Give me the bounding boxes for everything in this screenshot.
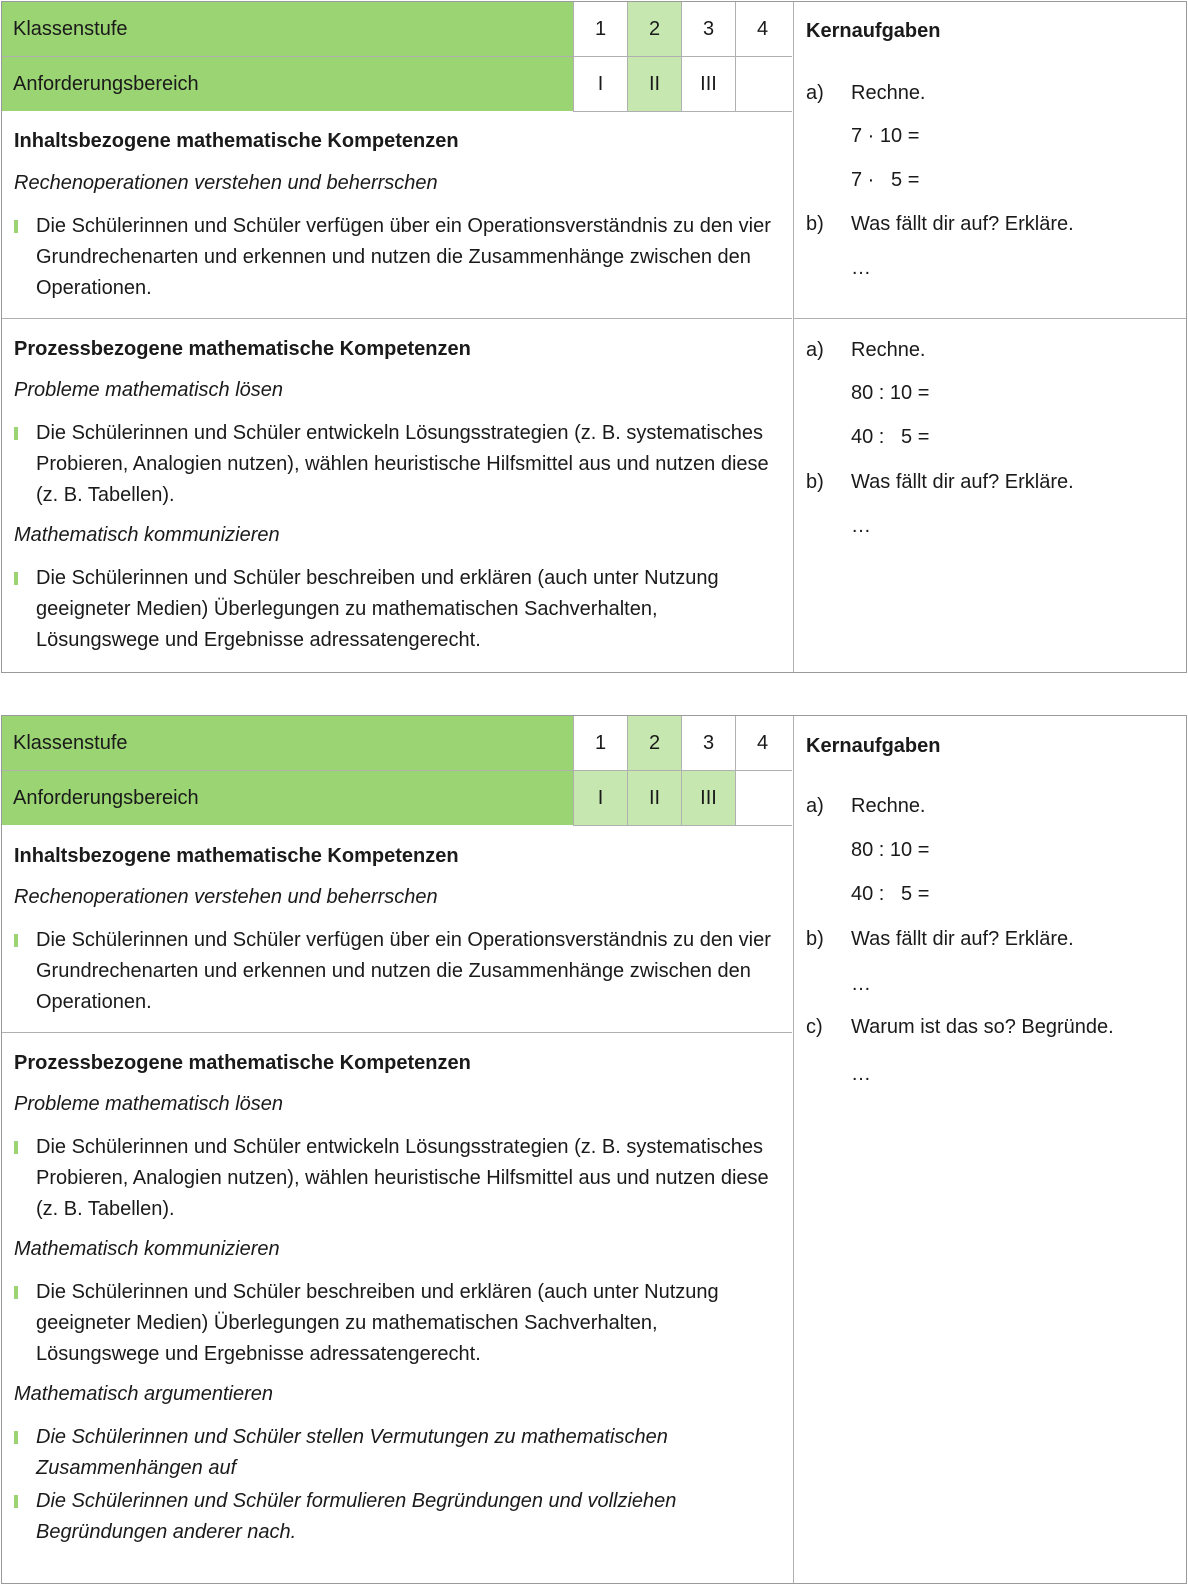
- anforderungsbereich-row: [2, 57, 792, 111]
- level-cell-empty: [735, 771, 789, 825]
- kernaufgaben-column: Kernaufgaben a) Rechne. 7 · 10 = 7 · 5 = b) Was fällt dir auf? Erkläre. … a) Rechne. 80 : 10 = 40 : 5 = b) Was fällt dir auf? Erkläre. …: [793, 2, 1186, 672]
- grade-cell-4: 4: [735, 716, 789, 770]
- prozess-title: Prozessbezogene mathematische Kompetenzen: [14, 338, 471, 360]
- task-divider: [794, 318, 1186, 319]
- inhalt-bullet: Die Schülerinnen und Schüler verfügen über ein Operationsverständnis zu den vier Grundrechenarten und erkennen und nutzen die Zusammenhänge zwischen den Operationen.: [14, 925, 780, 1018]
- bullet-marker: [14, 220, 18, 233]
- kommunizieren-subtitle: Mathematisch kommunizieren: [14, 1238, 280, 1260]
- level-cell-2: II: [627, 57, 681, 111]
- competence-card-1: [1, 1, 1187, 673]
- probleme-bullet: Die Schülerinnen und Schüler entwickeln Lösungsstrategien (z. B. systematisches Probieren, Analogien nutzen), wählen heuristische Hilfsmittel aus und nutzen diese (z. B. Tabellen).: [14, 418, 780, 511]
- probleme-bullet: Die Schülerinnen und Schüler entwickeln Lösungsstrategien (z. B. systematisches Probieren, Analogien nutzen), wählen heuristische Hilfsmittel aus und nutzen diese (z. B. Tabellen).: [14, 1132, 780, 1225]
- grade-cell-1: 1: [573, 716, 627, 770]
- kommunizieren-bullet: Die Schülerinnen und Schüler beschreiben und erklären (auch unter Nutzung geeigneter Medien) Überlegungen zu mathematischen Sachverhalten, Lösungswege und Ergebnisse adressatengerecht.: [14, 563, 780, 656]
- klassenstufe-row: [2, 2, 792, 56]
- prozess-title: Prozessbezogene mathematische Kompetenzen: [14, 1052, 471, 1074]
- bullet-marker: [14, 427, 18, 440]
- bullet-marker: [14, 1495, 18, 1508]
- prozess-section: [2, 335, 792, 656]
- competence-card-2: [1, 715, 1187, 1584]
- kommunizieren-bullet: Die Schülerinnen und Schüler beschreiben und erklären (auch unter Nutzung geeigneter Medien) Überlegungen zu mathematischen Sachverhalten, Lösungswege und Ergebnisse adressatengerecht.: [14, 1277, 780, 1370]
- argumentieren-bullet-1: Die Schülerinnen und Schüler stellen Vermutungen zu mathematischen Zusammenhängen auf: [14, 1422, 780, 1484]
- anforderungsbereich-row: [2, 771, 792, 825]
- klassenstufe-label: Klassenstufe: [2, 716, 573, 770]
- klassenstufe-row: [2, 716, 792, 770]
- level-cell-1: I: [573, 57, 627, 111]
- kernaufgaben-title: Kernaufgaben: [806, 20, 941, 42]
- section-divider: [2, 1032, 792, 1033]
- bullet-marker: [14, 1431, 18, 1444]
- kernaufgaben-column: Kernaufgaben a) Rechne. 80 : 10 = 40 : 5 = b) Was fällt dir auf? Erkläre. … c) Warum ist das so? Begründe. …: [793, 716, 1186, 1583]
- header-bottom-line: [573, 111, 792, 112]
- inhalt-section: [2, 127, 792, 304]
- probleme-subtitle: Probleme mathematisch lösen: [14, 1093, 284, 1115]
- inhalt-title: Inhaltsbezogene mathematische Kompetenzen: [14, 130, 459, 152]
- anforderungsbereich-label: Anforderungsbereich: [2, 771, 573, 825]
- level-cell-3: III: [681, 771, 735, 825]
- grade-cell-3: 3: [681, 716, 735, 770]
- grade-cell-4: 4: [735, 2, 789, 56]
- kernaufgaben-title: Kernaufgaben: [806, 735, 941, 757]
- bullet-marker: [14, 572, 18, 585]
- grade-cell-2: 2: [627, 2, 681, 56]
- grade-cell-3: 3: [681, 2, 735, 56]
- inhalt-bullet: Die Schülerinnen und Schüler verfügen über ein Operationsverständnis zu den vier Grundrechenarten und erkennen und nutzen die Zusammenhänge zwischen den Operationen.: [14, 211, 780, 304]
- klassenstufe-label: Klassenstufe: [2, 2, 573, 56]
- kommunizieren-subtitle: Mathematisch kommunizieren: [14, 524, 280, 546]
- header-bottom-line: [573, 825, 792, 826]
- level-cell-2: II: [627, 771, 681, 825]
- probleme-subtitle: Probleme mathematisch lösen: [14, 379, 284, 401]
- anforderungsbereich-label: Anforderungsbereich: [2, 57, 573, 111]
- level-cell-1: I: [573, 771, 627, 825]
- bullet-marker: [14, 934, 18, 947]
- grade-cell-2: 2: [627, 716, 681, 770]
- bullet-marker: [14, 1286, 18, 1299]
- inhalt-subtitle: Rechenoperationen verstehen und beherrschen: [14, 172, 438, 194]
- grade-cell-1: 1: [573, 2, 627, 56]
- argumentieren-subtitle: Mathematisch argumentieren: [14, 1383, 274, 1405]
- level-cell-3: III: [681, 57, 735, 111]
- inhalt-section: [2, 842, 792, 1018]
- argumentieren-bullet-2: Die Schülerinnen und Schüler formulieren Begründungen und vollziehen Begründungen anderer nach.: [14, 1486, 780, 1548]
- prozess-section: [2, 1049, 792, 1548]
- inhalt-subtitle: Rechenoperationen verstehen und beherrschen: [14, 886, 438, 908]
- level-cell-empty: [735, 57, 789, 111]
- bullet-marker: [14, 1141, 18, 1154]
- inhalt-title: Inhaltsbezogene mathematische Kompetenzen: [14, 845, 459, 867]
- section-divider: [2, 318, 792, 319]
